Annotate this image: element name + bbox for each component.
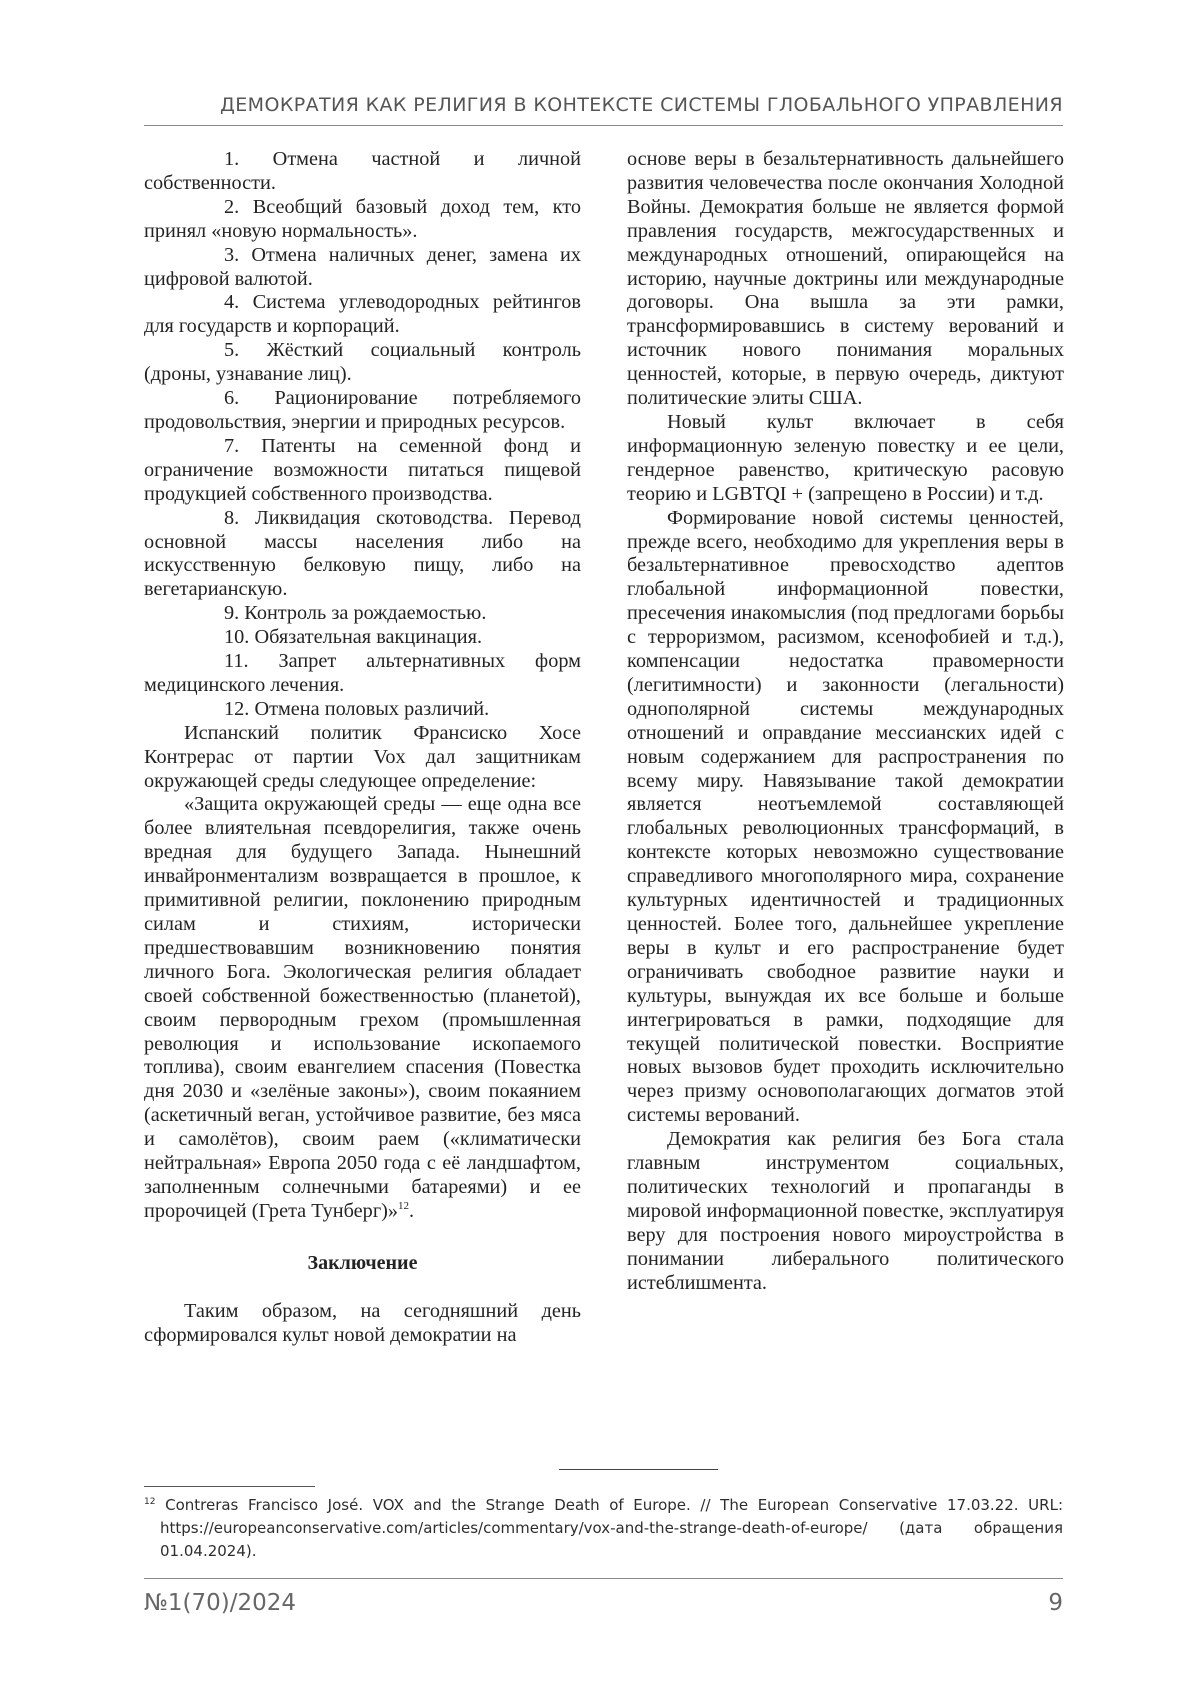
list-item-text: Всеобщий базовый доход тем, кто принял «новую нормальность». <box>144 195 582 242</box>
list-item-text: Обязательная вакцинация. <box>254 626 483 649</box>
footnote-number: 12 <box>144 1497 156 1507</box>
column-end-divider <box>559 1469 718 1470</box>
conclusion-heading: Заключение <box>307 1251 418 1274</box>
list-item-number: 7. <box>224 434 240 457</box>
list-item <box>144 291 581 339</box>
list-item-number: 6. <box>224 387 240 410</box>
list-item <box>144 650 581 698</box>
list-item <box>144 435 581 507</box>
footnote-divider <box>144 1486 315 1487</box>
list-item-text: Система углеводородных рейтингов для государств и корпораций. <box>144 291 581 338</box>
list-item <box>144 387 581 435</box>
list-item <box>144 602 581 626</box>
list-item-number: 1. <box>224 148 240 170</box>
body-paragraph: основе веры в безальтернативность дальнейшего развития человечества после окончания Холодной Войны. Демократия больше не является формой правления государств, межгосударственных и международных отношений, опирающейся на историю, научные доктрины или международные договоры. Она вышла за эти рамки, трансформировавшись в систему верований и источник нового понимания моральных ценностей, которые, в первую очередь, диктуют политические элиты США. <box>627 148 1064 410</box>
list-item-number: 3. <box>224 243 240 266</box>
list-item <box>144 196 581 244</box>
page-number: 9 <box>1048 1590 1063 1616</box>
left-column <box>144 148 581 1348</box>
conclusion-paragraph: Таким образом, на сегодняшний день сформировался культ новой демократии на <box>144 1299 581 1346</box>
list-item <box>144 244 581 292</box>
list-item <box>144 148 581 196</box>
quote-text: «Защита окружающей среды — еще одна все более влиятельная псевдорелигия, также очень вредная для будущего Запада. Нынешний инвайронментализм возвращается в прошлое, к примитивной религии, поклонению природным силам и стихиям, исторически предшествовавшим возникновению понятия личного Бога. Экологическая религия обладает своей собственной божественностью (планетой), своим первородным грехом (промышленная революция и использование ископаемого топлива), своим евангелием спасения (Повестка дня 2030 и «зелёные законы»), своим покаянием (аскетичный веган, устойчивое развитие, без мяса и самолётов), своим раем («климатически нейтральная» Европа 2050 года с её ландшафтом, заполненным солнечными батареями) и ее пророчицей (Грета Тунберг)» <box>144 793 581 1222</box>
list-item-number: 9. <box>224 602 240 625</box>
list-item <box>144 698 581 722</box>
list-item-number: 2. <box>224 195 240 218</box>
list-item-number: 5. <box>224 339 240 362</box>
list-item-text: Патенты на семенной фонд и ограничение возможности питаться пищевой продукцией собственного производства. <box>144 434 581 505</box>
list-item-number: 8. <box>224 506 240 529</box>
list-item-number: 11. <box>224 650 249 673</box>
footnote <box>144 1494 1063 1563</box>
list-item <box>144 507 581 603</box>
issue-number: №1(70)/2024 <box>144 1590 297 1616</box>
list-item-text: Отмена наличных денег, замена их цифровой валютой. <box>144 243 581 290</box>
list-item-number: 10. <box>224 626 250 649</box>
list-item-text: Отмена половых различий. <box>254 697 490 720</box>
quote-end-mark: . <box>409 1199 415 1222</box>
list-item-number: 12. <box>224 697 250 720</box>
body-paragraph: Новый культ включает в себя информационную зеленую повестку и ее цели, гендерное равенство, критическую расовую теорию и LGBTQI + (запрещено в России) и т.д. <box>627 410 1064 505</box>
list-item-number: 4. <box>224 291 240 314</box>
footnote-entry <box>144 1494 1063 1563</box>
list-item <box>144 626 581 650</box>
list-item <box>144 339 581 387</box>
body-paragraph: Демократия как религия без Бога стала главным инструментом социальных, политических технологий и пропаганды в мировой информационной повестке, эксплуатируя веру для построения нового мироустройства в понимании либерального политического истеблишмента. <box>627 1128 1064 1294</box>
header-divider <box>144 125 1063 126</box>
list-item-text: Рационирование потребляемого продовольствия, энергии и природных ресурсов. <box>144 387 581 433</box>
footnote-reference[interactable]: 12 <box>398 1200 410 1213</box>
footnote-text: Contreras Francisco José. VOX and the Strange Death of Europe. // The European Conservative 17.03.22. URL: https://europeanconservative.com/articles/commentary/vox-and-the-strange-death-of-europe/ (дата обращения 01.04.2024). <box>160 1496 1063 1560</box>
quote-paragraph <box>144 793 581 1223</box>
intro-paragraph: Испанский политик Франсиско Хосе Контрерас от партии Vox дал защитникам окружающей среды следующее определение: <box>144 721 581 792</box>
list-item-text: Жёсткий социальный контроль (дроны, узнавание лиц). <box>144 339 581 386</box>
list-item-text: Отмена частной и личной собственности. <box>144 148 581 194</box>
list-item-text: Контроль за рождаемостью. <box>244 602 487 625</box>
list-item-text: Запрет альтернативных форм медицинского лечения. <box>144 650 581 696</box>
footer-divider <box>144 1578 1063 1579</box>
list-item-text: Ликвидация скотоводства. Перевод основной массы населения либо на искусственную белковую пищу, либо на вегетарианскую. <box>144 506 581 601</box>
right-column <box>627 148 1064 1296</box>
running-header-title: ДЕМОКРАТИЯ КАК РЕЛИГИЯ В КОНТЕКСТЕ СИСТЕМЫ ГЛОБАЛЬНОГО УПРАВЛЕНИЯ <box>220 94 1063 116</box>
body-paragraph: Формирование новой системы ценностей, прежде всего, необходимо для укрепления веры в безальтернативное превосходство адептов глобальной информационной повестки, пресечения инакомыслия (под предлогами борьбы с терроризмом, расизмом, ксенофобией и т.д.), компенсации недостатка правомерности (легитимности) и законности (легальности) однополярной системы международных отношений и оправдание мессианских идей с новым содержанием для распространения по всему миру. Навязывание такой демократии является неотъемлемой составляющей глобальных революционных трансформаций, в контексте которых невозможно существование справедливого многополярного мира, сохранение культурных идентичностей и традиционных ценностей. Более того, дальнейшее укрепление веры в культ и его распространение будет ограничивать свободное развитие науки и культуры, вынуждая их все больше и больше интегрироваться в рамки, подходящие для текущей политической повестки. Восприятие новых вызовов будет проходить исключительно через призму основополагающих догматов этой системы верований. <box>627 506 1064 1127</box>
